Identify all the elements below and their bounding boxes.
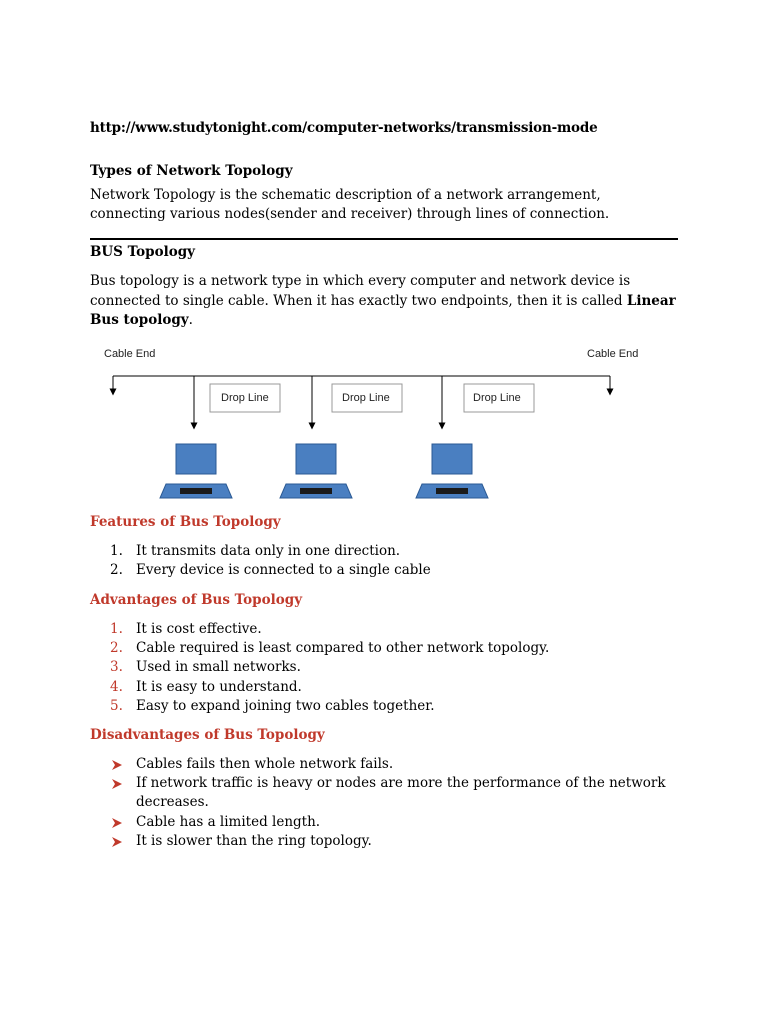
cable-end-right-label: Cable End	[587, 348, 639, 360]
computer-icon	[160, 444, 232, 498]
chevron-right-icon	[112, 837, 122, 847]
chevron-right-icon	[112, 760, 122, 770]
list-item: 3. Used in small networks.	[110, 659, 301, 676]
disadvantages-heading: Disadvantages of Bus Topology	[90, 727, 325, 743]
features-list	[110, 542, 431, 580]
advantages-heading: Advantages of Bus Topology	[90, 592, 303, 608]
list-item: It is slower than the ring topology.	[110, 832, 666, 851]
computer-icon	[280, 444, 352, 498]
bus-paragraph-start: Bus topology is a network type in which every computer and network device is connected to single cable. When it has exactly two endpoints, then it is called	[90, 273, 631, 309]
list-item: 4. It is easy to understand.	[110, 678, 302, 695]
list-item: Cable has a limited length.	[110, 813, 666, 832]
advantages-list	[110, 620, 549, 716]
drop-line-label-3: Drop Line	[473, 392, 521, 404]
computer-icon	[416, 444, 488, 498]
bus-diagram-svg	[90, 340, 650, 505]
bus-paragraph	[90, 272, 680, 331]
bus-paragraph-end: .	[188, 312, 193, 328]
cable-end-left-label: Cable End	[104, 348, 156, 360]
chevron-right-icon	[112, 818, 122, 828]
horizontal-rule	[90, 238, 678, 240]
disadvantages-list	[110, 755, 666, 851]
list-item: 2. Cable required is least compared to other network topology.	[110, 640, 550, 657]
list-item: 1. It is cost effective.	[110, 621, 262, 637]
drop-line-label-1: Drop Line	[221, 392, 269, 404]
list-item: 5. Easy to expand joining two cables together.	[110, 697, 435, 714]
types-heading: Types of Network Topology	[90, 163, 293, 179]
list-item: If network traffic is heavy or nodes are more the performance of the network decreases.	[110, 774, 666, 812]
source-url: http://www.studytonight.com/computer-networks/transmission-mode	[90, 120, 598, 136]
drop-line-label-2: Drop Line	[342, 392, 390, 404]
bus-topology-diagram	[90, 340, 650, 505]
types-paragraph: Network Topology is the schematic description of a network arrangement, connecting various nodes(sender and receiver) through lines of connection.	[90, 187, 610, 222]
bus-heading: BUS Topology	[90, 244, 195, 260]
features-heading: Features of Bus Topology	[90, 514, 281, 530]
list-item: 1. It transmits data only in one direction.	[110, 543, 401, 559]
bus-paragraph-bold: Linear Bus topology	[90, 292, 676, 328]
list-item: 2. Every device is connected to a single cable	[110, 562, 431, 579]
chevron-right-icon	[112, 779, 122, 789]
list-item: Cables fails then whole network fails.	[110, 755, 666, 774]
